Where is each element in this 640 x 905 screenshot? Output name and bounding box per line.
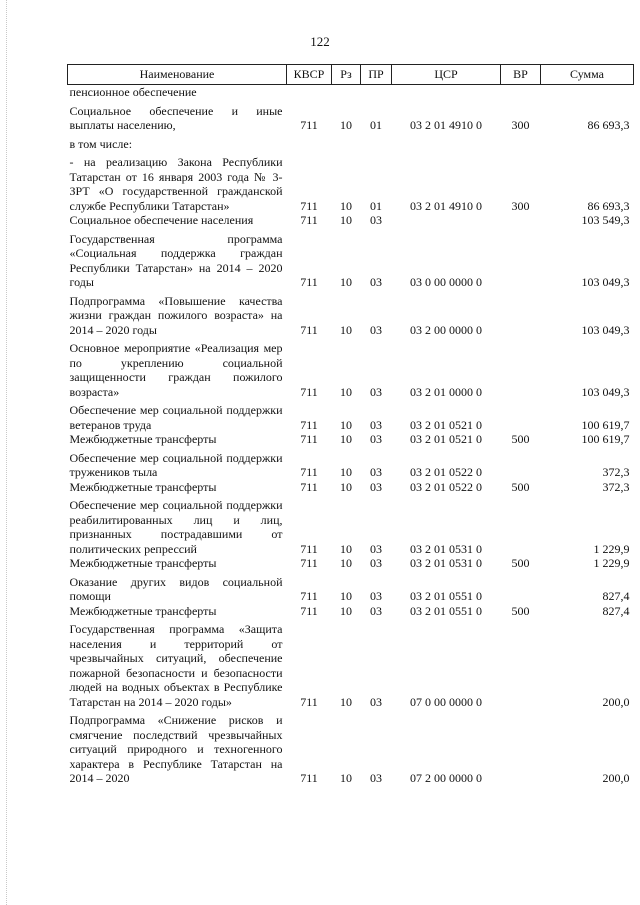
row-kvsr: 711 (300, 465, 318, 479)
row-pr: 03 (370, 465, 382, 479)
table-row (68, 151, 634, 213)
row-name: Государственная программа «Защита населения и территорий от чрезвычайных ситуаций, обеспечение пожарной безопасности и безопасности людей на водных объектах в Республике Татарстан на 2014 – 2020 годы» (69, 622, 283, 709)
table-row (68, 213, 634, 228)
table-row (68, 432, 634, 447)
row-csr: 03 2 01 0521 0 (410, 417, 482, 432)
table-row (68, 494, 634, 556)
row-sum: 103 049,3 (581, 275, 630, 289)
row-rz: 10 (340, 771, 352, 785)
row-vr: 300 (511, 198, 530, 213)
row-csr (392, 85, 501, 100)
header-pr: ПР (361, 65, 392, 85)
row-kvsr: 711 (300, 556, 318, 570)
scan-edge-dots (6, 0, 8, 905)
row-sum: 200,0 (602, 771, 630, 785)
row-csr: 03 2 01 0521 0 (410, 432, 482, 446)
row-name: в том числе: (69, 136, 133, 151)
row-name: Обеспечение мер социальной поддержки реабилитированных лиц и лиц, признанных пострадавшими от политических репрессий (69, 498, 283, 556)
row-rz: 10 (340, 118, 352, 132)
row-vr (501, 337, 541, 399)
row-kvsr (287, 133, 332, 152)
row-pr: 01 (370, 118, 382, 132)
row-kvsr: 711 (300, 603, 318, 618)
row-rz (332, 85, 361, 100)
table-row (68, 85, 634, 100)
row-sum: 200,0 (602, 694, 630, 709)
row-pr: 03 (370, 541, 382, 556)
row-rz: 10 (340, 465, 352, 479)
row-vr (501, 290, 541, 338)
row-sum: 1 229,9 (593, 556, 630, 570)
row-name: Социальное обеспечение и иные выплаты населению, (69, 103, 283, 132)
row-vr (501, 85, 541, 100)
row-csr: 03 2 01 0531 0 (410, 556, 482, 570)
table-row (68, 337, 634, 399)
row-name: - на реализацию Закона Республики Татарстан от 16 января 2003 года № 3-ЗРТ «О государственной гражданской службе Республики Татарстан» (69, 155, 283, 213)
row-name: Межбюджетные трансферты (69, 556, 217, 570)
row-pr: 03 (370, 432, 382, 446)
row-kvsr: 711 (300, 589, 318, 603)
row-rz: 10 (340, 384, 352, 399)
row-csr: 03 2 01 0522 0 (410, 465, 482, 479)
row-pr: 03 (370, 771, 382, 785)
row-vr (501, 571, 541, 604)
row-vr: 500 (511, 479, 530, 494)
row-name: Оказание других видов социальной помощи (69, 574, 283, 603)
row-pr: 01 (370, 198, 382, 213)
row-csr: 03 0 00 0000 0 (410, 275, 482, 289)
row-kvsr: 711 (300, 198, 318, 213)
table-row (68, 133, 634, 152)
row-sum (541, 85, 634, 100)
row-name: Межбюджетные трансферты (69, 479, 217, 494)
row-name: Обеспечение мер социальной поддержки тружеников тыла (69, 450, 283, 479)
row-sum: 827,4 (602, 589, 630, 603)
row-sum: 827,4 (602, 603, 630, 618)
row-rz: 10 (340, 198, 352, 213)
row-sum: 372,3 (602, 479, 630, 494)
row-sum: 86 693,3 (587, 198, 630, 213)
row-csr: 03 2 01 4910 0 (410, 118, 482, 132)
row-csr: 03 2 00 0000 0 (410, 322, 482, 337)
table-row (68, 100, 634, 133)
row-sum: 103 049,3 (581, 384, 630, 399)
row-rz: 10 (340, 603, 352, 618)
row-pr: 03 (370, 694, 382, 709)
row-kvsr: 711 (300, 432, 318, 446)
header-kvsr: КВСР (287, 65, 332, 85)
row-csr: 03 2 01 0522 0 (410, 479, 482, 494)
table-row (68, 604, 634, 619)
row-sum: 100 619,7 (581, 417, 630, 432)
row-rz: 10 (340, 322, 352, 337)
row-vr (501, 494, 541, 556)
row-kvsr (287, 85, 332, 100)
budget-table (67, 64, 634, 786)
table-header-row (68, 65, 634, 85)
row-pr: 03 (370, 556, 382, 570)
row-name: Социальное обеспечение населения (69, 213, 254, 227)
row-vr (501, 447, 541, 480)
row-name: Межбюджетные трансферты (69, 603, 217, 618)
row-sum: 1 229,9 (593, 541, 630, 556)
row-vr (501, 228, 541, 290)
row-csr: 07 2 00 0000 0 (410, 771, 482, 785)
row-rz: 10 (340, 589, 352, 603)
row-csr: 03 2 01 0531 0 (410, 541, 482, 556)
row-name: пенсионное обеспечение (69, 85, 197, 99)
row-name: Подпрограмма «Повышение качества жизни граждан пожилого возраста» на 2014 – 2020 годы (69, 293, 283, 337)
row-sum: 103 549,3 (581, 213, 630, 227)
row-rz (332, 133, 361, 152)
row-kvsr: 711 (300, 694, 318, 709)
row-pr: 03 (370, 275, 382, 289)
row-sum (541, 133, 634, 152)
row-rz: 10 (340, 556, 352, 570)
row-vr (501, 709, 541, 786)
row-rz: 10 (340, 541, 352, 556)
row-rz: 10 (340, 479, 352, 494)
row-csr: 07 0 00 0000 0 (410, 694, 482, 709)
row-pr (361, 133, 392, 152)
row-name: Межбюджетные трансферты (69, 432, 217, 446)
row-kvsr: 711 (300, 417, 318, 432)
row-csr (392, 133, 501, 152)
table-row (68, 447, 634, 480)
row-pr: 03 (370, 603, 382, 618)
row-kvsr: 711 (300, 771, 318, 785)
row-csr (392, 213, 501, 228)
header-rz: Рз (332, 65, 361, 85)
row-name: Основное мероприятие «Реализация мер по укреплению социальной защищенности граждан пожилого возраста» (69, 341, 283, 399)
row-pr: 03 (370, 417, 382, 432)
row-kvsr: 711 (300, 479, 318, 494)
table-body (68, 85, 634, 786)
row-sum: 372,3 (602, 465, 630, 479)
table-row (68, 290, 634, 338)
row-rz: 10 (340, 213, 352, 227)
row-kvsr: 711 (300, 384, 318, 399)
row-kvsr: 711 (300, 213, 318, 227)
row-pr: 03 (370, 322, 382, 337)
table-row (68, 228, 634, 290)
row-kvsr: 711 (300, 118, 318, 132)
row-sum: 86 693,3 (587, 118, 630, 132)
row-csr: 03 2 01 0000 0 (410, 384, 482, 399)
row-rz: 10 (340, 694, 352, 709)
row-name: Обеспечение мер социальной поддержки ветеранов труда (69, 403, 283, 432)
header-sum: Сумма (541, 65, 634, 85)
row-vr: 500 (511, 432, 530, 446)
table-row (68, 480, 634, 495)
row-sum: 103 049,3 (581, 322, 630, 337)
row-vr (501, 399, 541, 432)
row-pr (361, 85, 392, 100)
row-name: Государственная программа «Социальная поддержка граждан Республики Татарстан» на 2014 – 2020 годы (69, 231, 283, 289)
header-csr: ЦСР (392, 65, 501, 85)
row-pr: 03 (370, 589, 382, 603)
row-name: Подпрограмма «Снижение рисков и смягчение последствий чрезвычайных ситуаций природного и техногенного характера в Республике Татарстан на 2014 – 2020 (69, 713, 283, 785)
row-csr: 03 2 01 4910 0 (410, 198, 482, 213)
row-csr: 03 2 01 0551 0 (410, 589, 482, 603)
row-kvsr: 711 (300, 275, 318, 289)
header-name: Наименование (68, 65, 287, 85)
row-csr: 03 2 01 0551 0 (410, 603, 482, 618)
row-vr (501, 133, 541, 152)
row-vr: 500 (511, 556, 530, 570)
row-rz: 10 (340, 275, 352, 289)
row-kvsr: 711 (300, 322, 318, 337)
row-rz: 10 (340, 417, 352, 432)
row-vr: 300 (511, 118, 530, 132)
row-rz: 10 (340, 432, 352, 446)
header-vr: ВР (501, 65, 541, 85)
row-pr: 03 (370, 384, 382, 399)
row-vr (501, 618, 541, 709)
table-row (68, 556, 634, 571)
table-row (68, 571, 634, 604)
table-row (68, 618, 634, 709)
row-vr: 500 (511, 603, 530, 618)
row-pr: 03 (370, 479, 382, 494)
table-row (68, 399, 634, 432)
row-pr: 03 (370, 213, 382, 227)
row-kvsr: 711 (300, 541, 318, 556)
row-sum: 100 619,7 (581, 432, 630, 446)
row-vr (501, 213, 541, 228)
page-number: 122 (310, 34, 330, 49)
table-row (68, 709, 634, 786)
